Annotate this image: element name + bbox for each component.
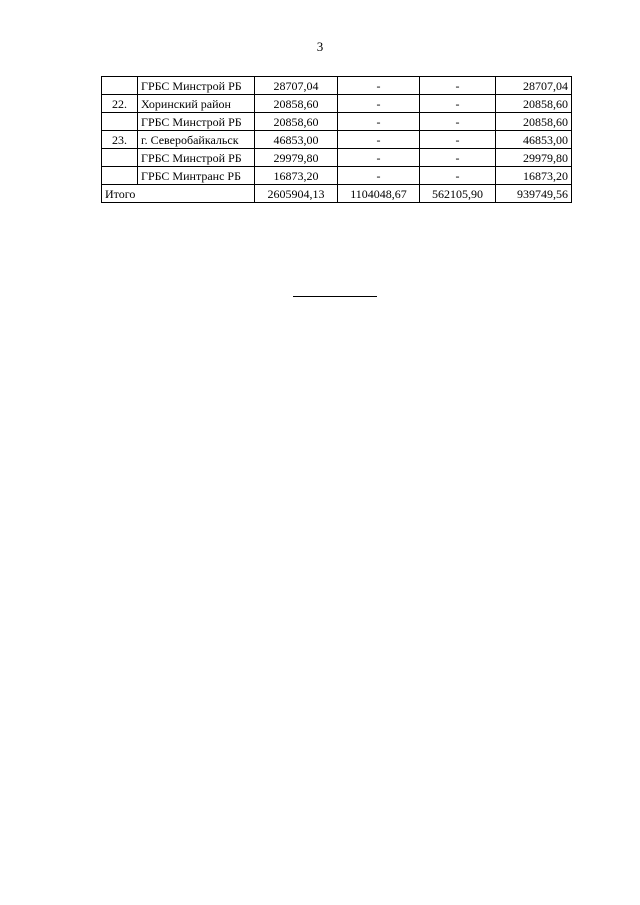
value-cell-federal: - (338, 149, 420, 167)
value-cell-total: 20858,60 (255, 95, 338, 113)
value-cell-local: 28707,04 (496, 77, 572, 95)
value-cell-local: 20858,60 (496, 113, 572, 131)
row-number-cell (102, 149, 138, 167)
row-name-cell: ГРБС Минстрой РБ (138, 77, 255, 95)
row-name-cell: ГРБС Минстрой РБ (138, 113, 255, 131)
row-name-cell: ГРБС Минстрой РБ (138, 149, 255, 167)
row-number-cell: 22. (102, 95, 138, 113)
table-row (102, 77, 572, 95)
value-cell-regional: - (420, 113, 496, 131)
value-cell-total: 28707,04 (255, 77, 338, 95)
row-name-cell: г. Северобайкальск (138, 131, 255, 149)
table-row (102, 167, 572, 185)
value-cell-regional: - (420, 95, 496, 113)
total-value-cell: 562105,90 (420, 185, 496, 203)
value-cell-local: 16873,20 (496, 167, 572, 185)
row-name-cell: Хоринский район (138, 95, 255, 113)
table-row (102, 131, 572, 149)
total-label: Итого (102, 185, 255, 203)
row-number-cell (102, 77, 138, 95)
value-cell-total: 46853,00 (255, 131, 338, 149)
total-value-cell: 1104048,67 (338, 185, 420, 203)
value-cell-local: 29979,80 (496, 149, 572, 167)
table-row (102, 113, 572, 131)
value-cell-total: 16873,20 (255, 167, 338, 185)
total-row (102, 185, 572, 203)
value-cell-total: 29979,80 (255, 149, 338, 167)
value-cell-federal: - (338, 77, 420, 95)
value-cell-local: 46853,00 (496, 131, 572, 149)
value-cell-regional: - (420, 149, 496, 167)
total-value-cell: 2605904,13 (255, 185, 338, 203)
row-number-cell (102, 113, 138, 131)
row-name-cell: ГРБС Минтранс РБ (138, 167, 255, 185)
value-cell-regional: - (420, 167, 496, 185)
value-cell-total: 20858,60 (255, 113, 338, 131)
value-cell-federal: - (338, 167, 420, 185)
page-number: 3 (316, 39, 324, 54)
table-body (102, 77, 572, 203)
value-cell-local: 20858,60 (496, 95, 572, 113)
row-number-cell (102, 167, 138, 185)
divider-line (293, 296, 377, 297)
value-cell-regional: - (420, 131, 496, 149)
value-cell-regional: - (420, 77, 496, 95)
budget-table (101, 76, 572, 203)
value-cell-federal: - (338, 131, 420, 149)
value-cell-federal: - (338, 95, 420, 113)
table-row (102, 95, 572, 113)
total-value-cell: 939749,56 (496, 185, 572, 203)
table-row (102, 149, 572, 167)
row-number-cell: 23. (102, 131, 138, 149)
value-cell-federal: - (338, 113, 420, 131)
